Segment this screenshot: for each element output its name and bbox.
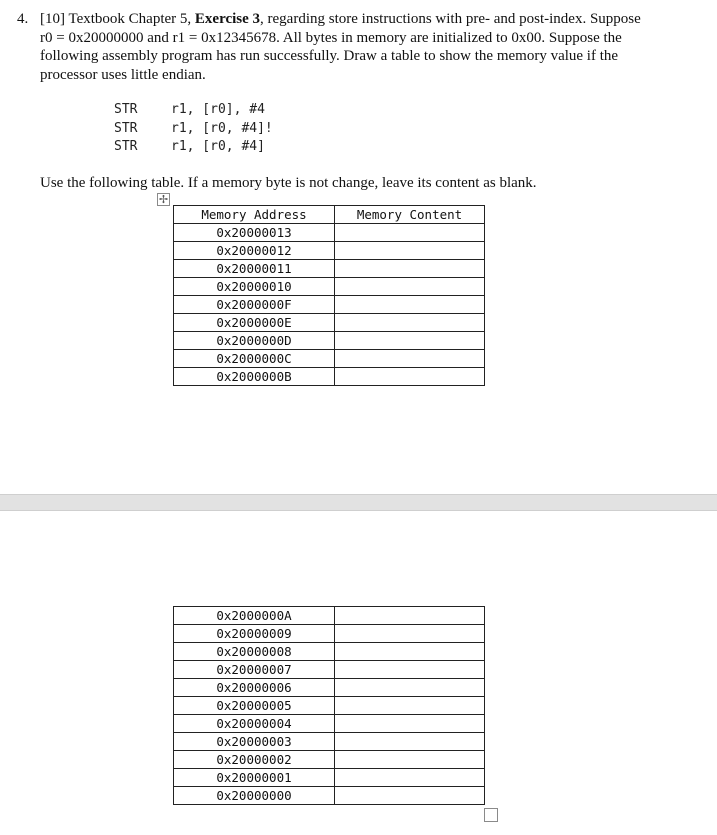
content-cell[interactable] bbox=[335, 224, 485, 242]
memory-content-header: Memory Content bbox=[335, 206, 485, 224]
table-row bbox=[174, 368, 485, 386]
table-instruction: Use the following table. If a memory byte is not change, leave its content as blank. bbox=[40, 175, 537, 191]
content-cell[interactable] bbox=[335, 332, 485, 350]
table-row bbox=[174, 350, 485, 368]
table-row bbox=[174, 607, 485, 625]
code-opcode: STR bbox=[114, 120, 138, 136]
content-cell[interactable] bbox=[335, 661, 485, 679]
question-number: 4. bbox=[17, 11, 29, 27]
table-row bbox=[174, 332, 485, 350]
table-row bbox=[174, 679, 485, 697]
table-row bbox=[174, 278, 485, 296]
table-row bbox=[174, 296, 485, 314]
code-line bbox=[114, 138, 273, 157]
memory-address-header: Memory Address bbox=[174, 206, 335, 224]
content-cell[interactable] bbox=[335, 787, 485, 805]
address-cell: 0x20000004 bbox=[174, 715, 335, 733]
content-cell[interactable] bbox=[335, 697, 485, 715]
table-resize-handle-icon[interactable] bbox=[484, 808, 498, 822]
assembly-code-block bbox=[114, 101, 273, 157]
address-cell: 0x2000000E bbox=[174, 314, 335, 332]
address-cell: 0x20000002 bbox=[174, 751, 335, 769]
content-cell[interactable] bbox=[335, 643, 485, 661]
address-cell: 0x20000012 bbox=[174, 242, 335, 260]
content-cell[interactable] bbox=[335, 260, 485, 278]
address-cell: 0x20000006 bbox=[174, 679, 335, 697]
content-cell[interactable] bbox=[335, 242, 485, 260]
question-text bbox=[40, 10, 650, 84]
table-row bbox=[174, 661, 485, 679]
address-cell: 0x20000007 bbox=[174, 661, 335, 679]
content-cell[interactable] bbox=[335, 368, 485, 386]
page-break-gap bbox=[0, 494, 717, 511]
table-row bbox=[174, 625, 485, 643]
content-cell[interactable] bbox=[335, 751, 485, 769]
address-cell: 0x20000005 bbox=[174, 697, 335, 715]
code-args: r1, [r0, #4] bbox=[171, 139, 265, 154]
table-row bbox=[174, 751, 485, 769]
address-cell: 0x2000000A bbox=[174, 607, 335, 625]
content-cell[interactable] bbox=[335, 278, 485, 296]
question-text-part2: , regarding store instructions with pre- and post-index. Suppose r0 = 0x20000000 and r1 = 0x12345678. All bytes in memory are initialized to 0x00. Suppose the following assembly program has run successfully. Draw a table to show the memory value if the processor uses little endian. bbox=[40, 11, 641, 83]
address-cell: 0x20000008 bbox=[174, 643, 335, 661]
content-cell[interactable] bbox=[335, 314, 485, 332]
code-opcode: STR bbox=[114, 139, 138, 154]
table-row bbox=[174, 769, 485, 787]
content-cell[interactable] bbox=[335, 769, 485, 787]
table-row bbox=[174, 242, 485, 260]
table-row bbox=[174, 260, 485, 278]
table-row bbox=[174, 643, 485, 661]
move-arrows-icon[interactable]: ✢ bbox=[158, 193, 169, 206]
code-line bbox=[114, 120, 273, 139]
code-opcode: STR bbox=[114, 102, 138, 117]
content-cell[interactable] bbox=[335, 607, 485, 625]
memory-table-bottom bbox=[173, 606, 485, 805]
content-cell[interactable] bbox=[335, 679, 485, 697]
table-row bbox=[174, 697, 485, 715]
content-cell[interactable] bbox=[335, 715, 485, 733]
content-cell[interactable] bbox=[335, 733, 485, 751]
address-cell: 0x2000000C bbox=[174, 350, 335, 368]
address-cell: 0x2000000D bbox=[174, 332, 335, 350]
code-args: r1, [r0, #4]! bbox=[171, 120, 273, 136]
table-row bbox=[174, 733, 485, 751]
question-text-part1: Textbook Chapter 5, bbox=[65, 11, 195, 27]
memory-table-top bbox=[173, 205, 485, 386]
address-cell: 0x20000009 bbox=[174, 625, 335, 643]
table-header-row bbox=[174, 206, 485, 224]
code-line bbox=[114, 101, 273, 120]
address-cell: 0x20000003 bbox=[174, 733, 335, 751]
content-cell[interactable] bbox=[335, 296, 485, 314]
table-row bbox=[174, 314, 485, 332]
content-cell[interactable] bbox=[335, 625, 485, 643]
table-row bbox=[174, 715, 485, 733]
table-row bbox=[174, 787, 485, 805]
address-cell: 0x20000000 bbox=[174, 787, 335, 805]
content-cell[interactable] bbox=[335, 350, 485, 368]
table-row bbox=[174, 224, 485, 242]
address-cell: 0x20000010 bbox=[174, 278, 335, 296]
address-cell: 0x2000000F bbox=[174, 296, 335, 314]
question-text-bold: Exercise 3 bbox=[194, 11, 261, 27]
address-cell: 0x20000001 bbox=[174, 769, 335, 787]
address-cell: 0x20000013 bbox=[174, 224, 335, 242]
address-cell: 0x2000000B bbox=[174, 368, 335, 386]
question-points: [10] bbox=[40, 11, 65, 27]
address-cell: 0x20000011 bbox=[174, 260, 335, 278]
code-args: r1, [r0], #4 bbox=[171, 102, 265, 117]
